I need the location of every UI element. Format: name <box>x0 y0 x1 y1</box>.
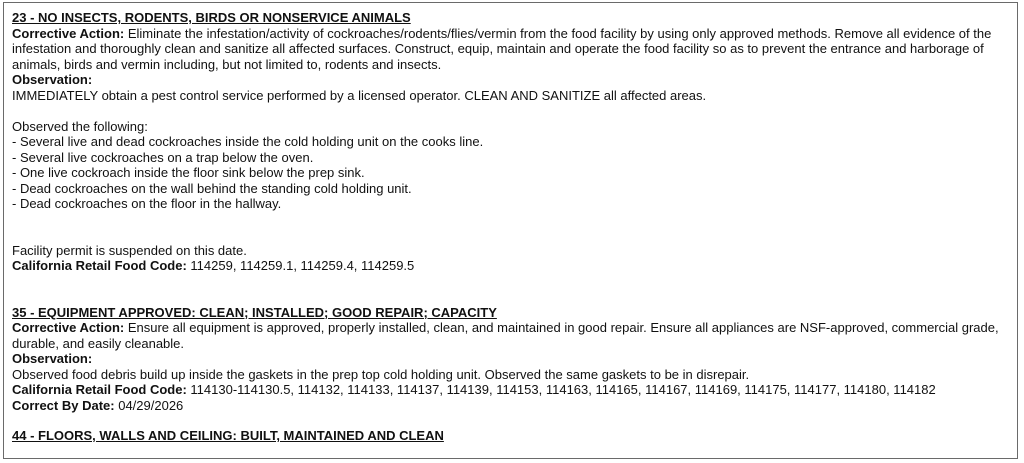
violation-title: 35 - EQUIPMENT APPROVED: CLEAN; INSTALLED; GOOD REPAIR; CAPACITY <box>12 304 497 320</box>
observation-line: Observed the following: <box>12 118 148 134</box>
food-code-label: California Retail Food Code: <box>12 382 187 397</box>
observation-blank-line <box>12 103 1012 119</box>
observation-text: Observed food debris build up inside the gaskets in the prep top cold holding unit. Observed the same gaskets to be in disrepair. <box>12 366 750 382</box>
violations-content <box>12 10 1012 444</box>
observation-line: IMMEDIATELY obtain a pest control service performed by a licensed operator. CLEAN AND SANITIZE all affected areas. <box>12 87 707 103</box>
violation-44 <box>12 428 1012 444</box>
observation-label: Observation: <box>12 72 93 87</box>
violation-35 <box>12 305 1012 414</box>
section-spacer <box>12 413 1012 428</box>
corrective-action <box>12 26 1012 73</box>
food-code <box>12 382 1012 398</box>
corrective-action <box>12 320 1012 351</box>
corrective-action-label: Corrective Action: <box>12 320 125 335</box>
corrective-action-text: Eliminate the infestation/activity of cockroaches/rodents/flies/vermin from the food facility by using only approved methods. Remove all evidence of the infestation and thoroughly clean and sanitize all affected surfaces. Construct, equip, maintain and operate the food facility so as to prevent the entrance and harborage of animals, birds and vermin including, but not limited to, rodents and insects. <box>12 25 992 72</box>
observation-line: - Several live and dead cockroaches inside the cold holding unit on the cooks line. <box>12 134 484 149</box>
observation-line: Facility permit is suspended on this date. <box>12 242 247 258</box>
observation-line: - One live cockroach inside the floor sink below the prep sink. <box>12 165 365 180</box>
corrective-action-label: Corrective Action: <box>12 25 125 41</box>
observation-blank-lines <box>12 212 1012 243</box>
observation-line: - Several live cockroaches on a trap below the oven. <box>12 149 314 165</box>
corrective-action-text: Ensure all equipment is approved, properly installed, clean, and maintained in good repair. Ensure all appliances are NSF-approved, commercial grade, durable, and easily cleanable. <box>12 320 999 351</box>
correct-by-date <box>12 398 1012 414</box>
violation-23 <box>12 10 1012 274</box>
violation-title: 44 - FLOORS, WALLS AND CEILING: BUILT, MAINTAINED AND CLEAN <box>12 428 444 443</box>
violations-panel <box>3 2 1018 459</box>
food-code-text: 114259, 114259.1, 114259.4, 114259.5 <box>190 258 415 273</box>
section-spacer <box>12 274 1012 305</box>
violation-title: 23 - NO INSECTS, RODENTS, BIRDS OR NONSERVICE ANIMALS <box>12 10 411 25</box>
correct-by-date-label: Correct By Date: <box>12 397 115 413</box>
food-code <box>12 258 1012 274</box>
food-code-label: California Retail Food Code: <box>12 258 187 273</box>
observation-line: - Dead cockroaches on the wall behind the standing cold holding unit. <box>12 180 412 196</box>
correct-by-date-value: 04/29/2026 <box>118 397 184 413</box>
food-code-text: 114130-114130.5, 114132, 114133, 114137, 114139, 114153, 114163, 114165, 114167, 114169, 114175, 114177, 114180, 114182 <box>190 382 936 397</box>
observation-line: - Dead cockroaches on the floor in the hallway. <box>12 196 282 211</box>
observation-label: Observation: <box>12 351 93 366</box>
